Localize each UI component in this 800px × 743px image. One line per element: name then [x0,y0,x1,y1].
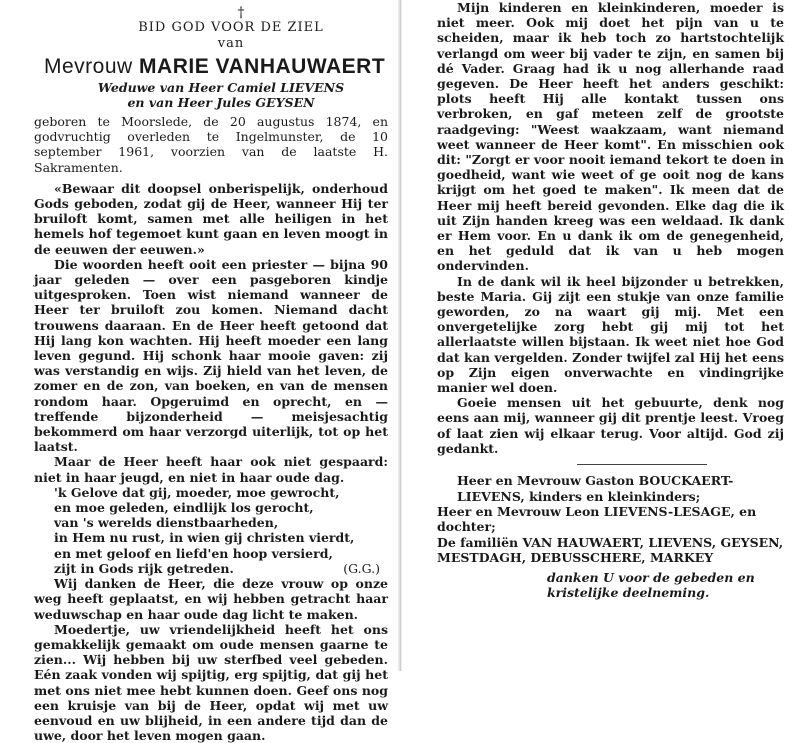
paragraph-7: Goeie mensen uit het gebuurte, denk nog eens aan mij, wanneer gij dit prentje leest. Vroeg of laat zien wij elkaar terug. Voor altijd. God zij gedankt. [437,395,784,456]
prayer-heading: BID GOD VOOR DE ZIEL [138,20,324,35]
thanks-line: danken U voor de gebeden en kristelijke deelneming. [547,569,755,600]
paragraph-4: Moedertje, uw vriendelijkheid heeft het ons gemakkelijk gemaakt om oude mensen gaarne te zien... Wij hebben bij uw sterfbed veel gebeden. Eén zaak vonden wij spijtig, erg spijtig, dat gij het met ons niet mee hebt kunnen doen. Geef ons nog een kruisje van bij de Heer, opdat wij met uw eenvoud en uw blijheid, in een andere tijd dan de uwe, door het leven mogen gaan. [34,621,388,743]
deceased-name [44,54,388,80]
paragraph-6: In de dank wil ik heel bijzonder u betrekken, beste Maria. Gij zijt een stukje van onze familie geworden, zo na waart gij mij. Met een onvergetelijke zorg hebt gij mij tot het allerlaatste willen bijstaan. Ik weet niet hoe God dat kan vergelden. Zonder twijfel zal Hij het eens op Zijn eigen onverwachte en vindingrijke manier wel doen. [437,273,784,396]
baptism-quote: «Bewaar dit doopsel onberispelijk, onderhoud Gods geboden, zodat gij de Heer, wanneer Hij ter bruiloft komt, samen met alle heiligen in het hemels hof tegemoet kunt gaan en leven moogt in de eeuwen der eeuwen.» [34,180,388,257]
poem-line: en met geloof en liefd'en hoop versierd, [54,545,333,561]
name-title: Mevrouw [44,55,133,78]
paragraph-2: Maar de Heer heeft haar ook niet gespaard: niet in haar jeugd, en niet in haar oude dag. [34,454,388,485]
name-main: MARIE VANHAUWAERT [139,55,386,78]
poem-signature: (G.G.) [343,560,380,576]
van-line: van [217,36,245,51]
widow-line: Weduwe van Heer Camiel LIEVENS [97,80,345,95]
right-page [400,0,800,671]
cross-icon: † [237,5,245,21]
paragraph-5: Mijn kinderen en kleinkinderen, moeder is niet meer. Ook mij doet het pijn van u te scheiden, maar ik heb toch zo hartstochtelijk verlangd om weer bij vader te zijn, en samen bij dé Vader. Graag had ik u nog allerhande raad gegeven. De Heer heeft het anders geschikt: plots heeft Hij alle kontakt tussen ons verbroken, en gaf meteen zelf de grootste raadgeving: "Weest waakzaam, want niemand weet wanneer de Heer komt". En misschien ook dit: "Zorgt er voor nooit iemand tekort te doen in goedheid, want wie weet of ge ooit nog de kans krijgt om het goed te maken". Ik meen dat de Heer mij heeft bereid gevonden. Elke dag die ik uit Zijn handen kreeg was een weldaad. Ik dank er Hem voor. En u dank ik om de genegenheid, en het geduld dat ik van u heb mogen ondervinden. [437,0,784,274]
poem [34,485,388,576]
family-line-3: De familiën VAN HAUWAERT, LIEVENS, GEYSEN, MESTDAGH, DEBUSSCHERE, MARKEY [437,534,784,566]
poem-line: van 's werelds dienstbaarheden, [54,515,279,531]
separator-line [577,464,707,465]
birth-death-text: geboren te Moorslede, de 20 augustus 1874, en godvruchtig overleden te Ingelmunster, de 10 september 1961, voorzien van de laatste H. Sakramenten. [34,114,388,175]
family-line-1: Heer en Mevrouw Gaston BOUCKAERT-LIEVENS, kinders en kleinkinders; [457,473,734,504]
paragraph-1: Die woorden heeft ooit een priester — bijna 90 jaar geleden — over een pasgeboren kindje uitgesproken. Toen wist niemand wanneer de Heer ter bruiloft zou komen. Niemand dacht trouwens daaraan. En de Heer heeft getoond dat Hij lang kon wachten. Hij heeft moeder een lang leven gegund. Hij schonk haar mooie gaven: zij was verstandig en wijs. Zij hield van het leven, de zomer en de zon, van boeken, en van de mensen rondom haar. Opgeruimd en oprecht, en — treffende bijzonderheid — meisjesachtig bekommerd om haar verzorgd uiterlijk, tot op het laatst. [34,256,388,455]
family-line-2: Heer en Mevrouw Leon LIEVENS-LESAGE, en dochter; [437,503,757,535]
poem-last-line: zijt in Gods rijk getreden. [54,560,234,576]
second-husband-line: en van Heer Jules GEYSEN [127,95,315,110]
poem-line [54,561,388,576]
paragraph-3: Wij danken de Heer, die deze vrouw op onze weg heeft geplaatst, en wij hebben getracht haar weduwschap en haar oude dag licht te maken. [34,576,388,622]
poem-line: in Hem nu rust, in wien gij christen vierdt, [54,530,355,546]
poem-line: en moe geleden, eindlijk los gerocht, [54,500,314,516]
poem-line: 'k Gelove dat gij, moeder, moe gewrocht, [54,484,340,500]
